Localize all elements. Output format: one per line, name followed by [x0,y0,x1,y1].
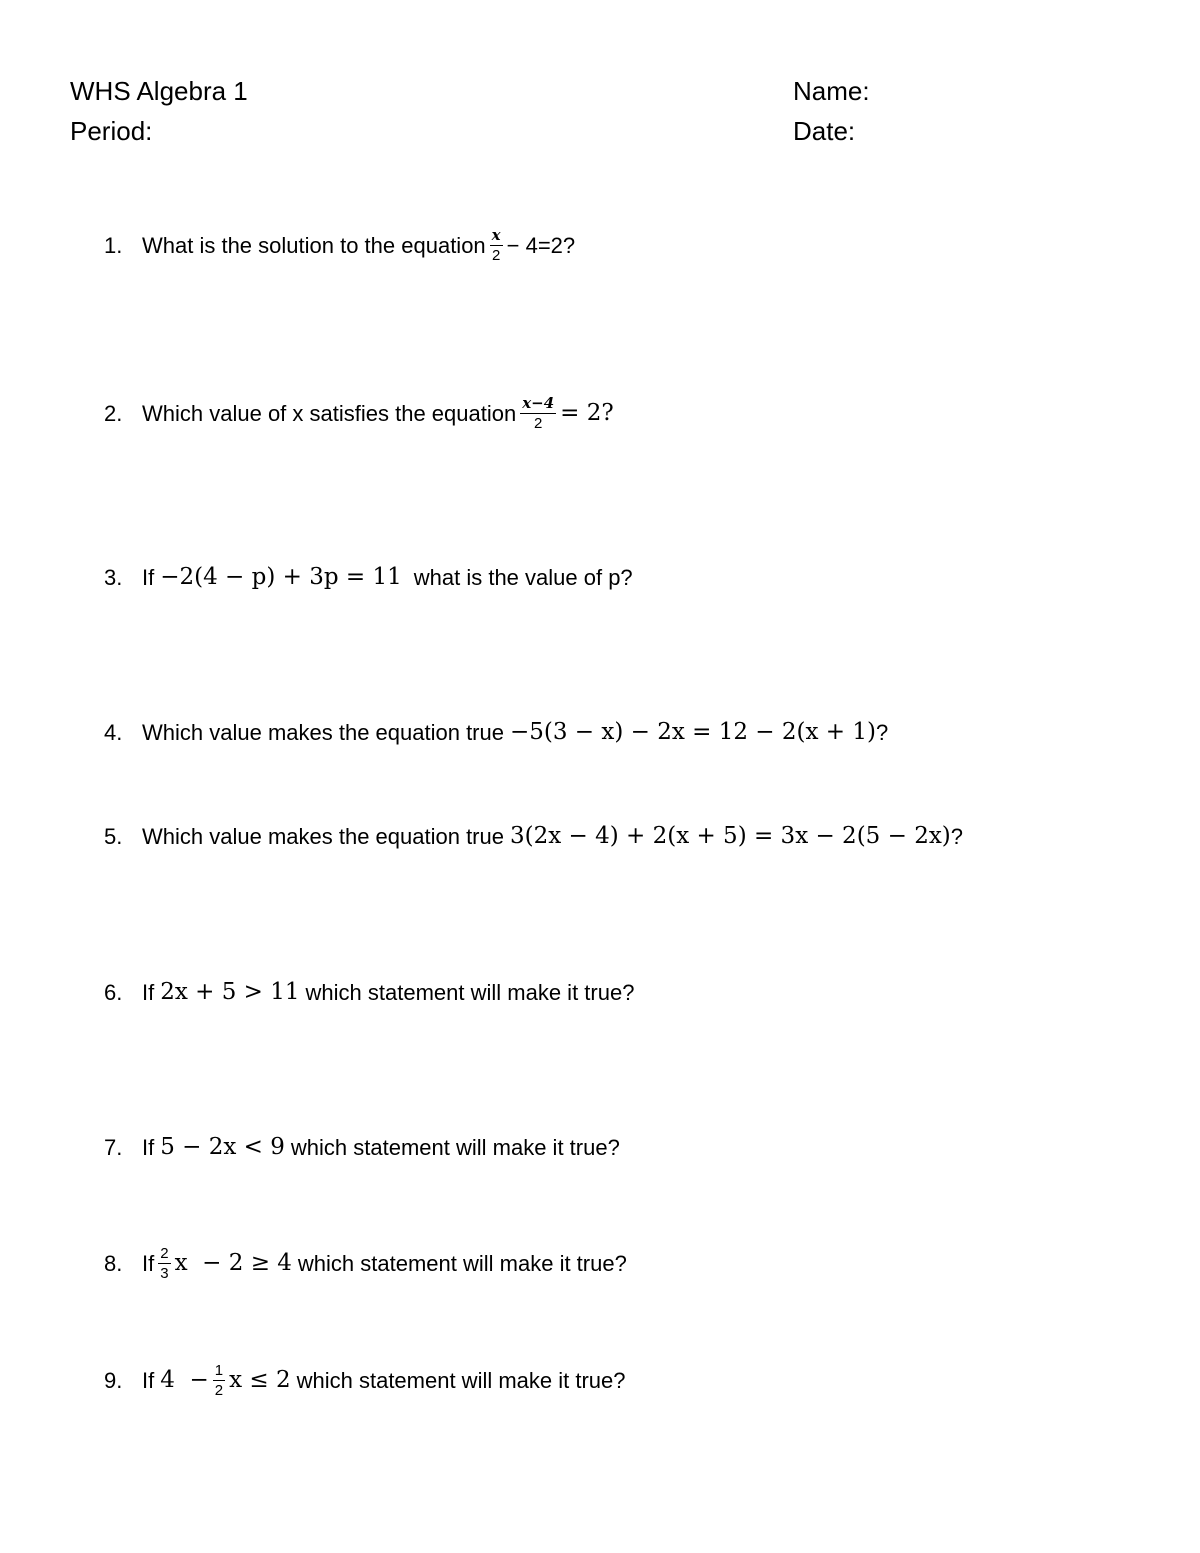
fraction [158,1246,170,1281]
period-label: Period: [70,116,153,146]
fraction-denominator: 2 [491,247,501,264]
question-3 [104,566,633,589]
question-4 [104,721,888,744]
fraction-denominator: 2 [534,415,543,432]
question-suffix: what is the value of p? [413,564,633,590]
question-number: 5. [104,823,123,849]
equation: −2(4 − p) + 3p = 11 [160,564,402,590]
question-text: Which value makes the equation true [142,823,504,849]
question-prefix: If [142,1367,155,1393]
question-1 [104,228,575,263]
question-8 [104,1246,627,1281]
date-label: Date: [793,116,856,146]
inequality: 2x + 5 > 11 [160,979,300,1005]
question-suffix: which statement will make it true? [305,979,635,1005]
fraction-numerator: 2 [160,1245,169,1262]
question-number: 3. [104,564,123,590]
question-prefix: If [142,1250,155,1276]
question-number: 8. [104,1250,123,1276]
question-text: Which value makes the equation true [142,719,504,745]
question-5 [104,825,963,848]
question-6 [104,981,634,1004]
inequality: x − 2 ≥ 4 [174,1250,292,1276]
question-2 [104,396,614,431]
fraction [520,396,556,431]
equation: 3(2x − 4) + 2(x + 5) = 3x − 2(5 − 2x) [509,823,951,849]
question-number: 4. [104,719,123,745]
fraction-denominator: 2 [214,1382,224,1399]
question-suffix: ? [875,719,889,745]
fraction-numerator: 1 [214,1362,224,1379]
question-prefix: If [142,979,155,1005]
inequality: x ≤ 2 [229,1367,291,1393]
name-label: Name: [793,76,870,106]
question-prefix: If [142,1134,155,1160]
question-suffix: which statement will make it true? [290,1134,620,1160]
equation: −5(3 − x) − 2x = 12 − 2(x + 1) [509,719,876,745]
question-text: What is the solution to the equation [142,232,486,258]
question-prefix: If [142,564,155,590]
question-suffix: ? [950,823,964,849]
question-number: 7. [104,1134,123,1160]
question-suffix: which statement will make it true? [296,1367,626,1393]
question-9 [104,1363,626,1398]
question-suffix: which statement will make it true? [297,1250,627,1276]
equation-tail: − 4=2? [506,232,576,258]
fraction-numerator: x [491,226,501,244]
question-number: 1. [104,232,123,258]
question-number: 2. [104,400,123,426]
question-text: Which value of x satisfies the equation [142,400,517,426]
fraction-numerator: x−4 [522,394,555,412]
inequality-lead: 4 − [160,1367,209,1393]
course-title: WHS Algebra 1 [70,76,248,106]
inequality: 5 − 2x < 9 [160,1134,285,1160]
fraction [490,228,503,263]
question-number: 6. [104,979,123,1005]
question-number: 9. [104,1367,123,1393]
question-7 [104,1136,620,1159]
fraction-denominator: 3 [160,1265,169,1282]
equation-tail: = 2? [560,400,614,426]
fraction [213,1363,225,1398]
